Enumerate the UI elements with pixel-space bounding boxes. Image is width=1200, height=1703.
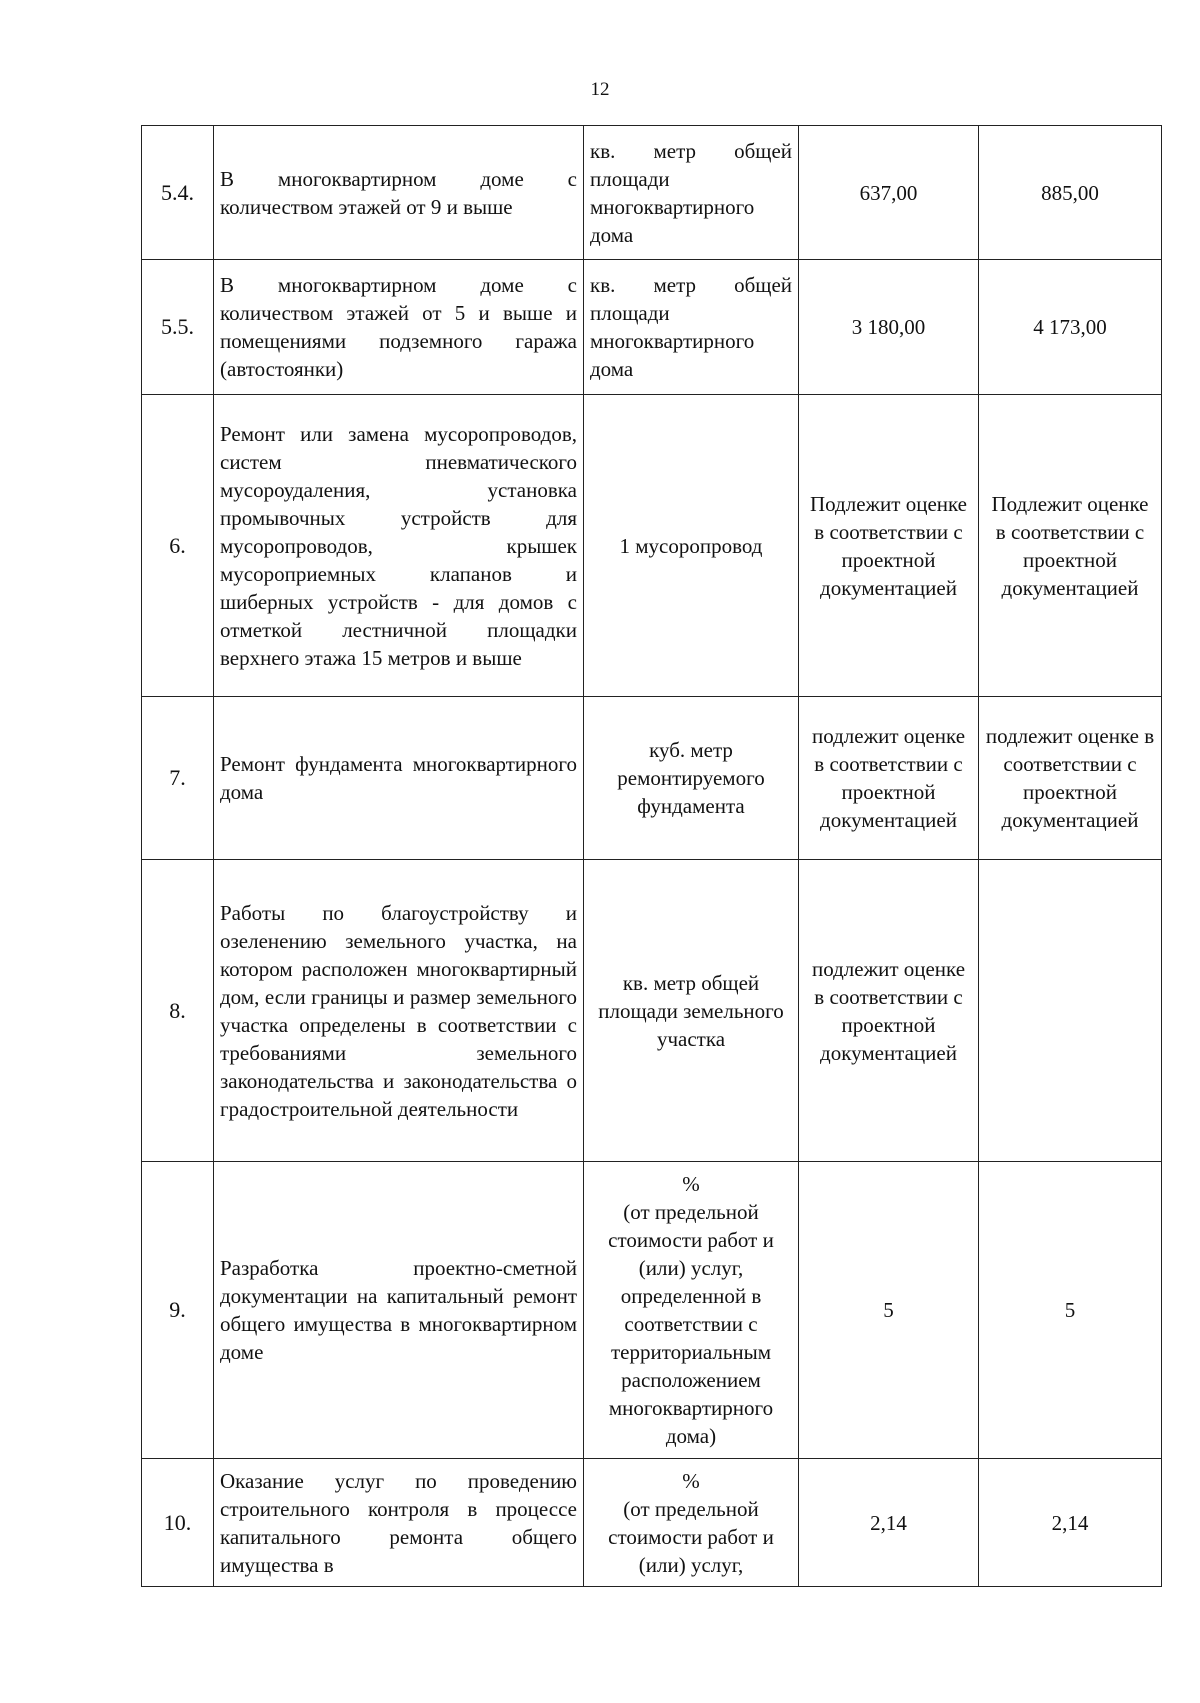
value-2 <box>979 860 1162 1162</box>
work-description: Ремонт фундамента многоквартирного дома <box>214 697 584 860</box>
work-description: Ремонт или замена мусоропроводов, систем пневматического мусороудаления, установка промывочных устройств для мусоропроводов, крышек мусороприемных клапанов и шиберных устройств - для домов с отметкой лестничной площадки верхнего этажа 15 метров и выше <box>214 395 584 697</box>
page-number: 12 <box>590 79 610 100</box>
row-number: 10. <box>142 1459 214 1587</box>
table-row <box>142 126 1162 260</box>
table-row <box>142 1162 1162 1459</box>
work-description: Работы по благоустройству и озеленению земельного участка, на котором расположен многоквартирный дом, если границы и размер земельного участка определены в соответствии с требованиями земельного законодательства и законодательства о градостроительной деятельности <box>214 860 584 1162</box>
work-description: В многоквартирном доме с количеством этажей от 5 и выше и помещениями подземного гаража (автостоянки) <box>214 260 584 395</box>
row-number: 7. <box>142 697 214 860</box>
unit-of-measure <box>584 1459 799 1587</box>
value-1: Подлежит оценке в соответствии с проектной документацией <box>799 395 979 697</box>
table-row <box>142 395 1162 697</box>
value-1: подлежит оценке в соответствии с проектной документацией <box>799 697 979 860</box>
unit-note: (от предельной стоимости работ и (или) услуг, определенной в соответствии с территориальным расположением многоквартирного дома) <box>608 1200 774 1448</box>
work-description: Разработка проектно-сметной документации на капитальный ремонт общего имущества в многоквартирном доме <box>214 1162 584 1459</box>
work-description: Оказание услуг по проведению строительного контроля в процессе капитального ремонта общего имущества в <box>214 1459 584 1587</box>
unit-symbol: % <box>682 1468 700 1493</box>
unit-of-measure: 1 мусоропровод <box>584 395 799 697</box>
unit-of-measure: кв. метр общей площади земельного участка <box>584 860 799 1162</box>
unit-of-measure <box>584 1162 799 1459</box>
unit-of-measure: куб. метр ремонтируемого фундамента <box>584 697 799 860</box>
value-2: подлежит оценке в соответствии с проектной документацией <box>979 697 1162 860</box>
table-row <box>142 860 1162 1162</box>
unit-symbol: % <box>682 1172 700 1196</box>
row-number: 5.4. <box>142 126 214 260</box>
table-row <box>142 1459 1162 1587</box>
value-2: 5 <box>979 1162 1162 1459</box>
value-2: 885,00 <box>979 126 1162 260</box>
value-1: 3 180,00 <box>799 260 979 395</box>
value-1: 5 <box>799 1162 979 1459</box>
work-description: В многоквартирном доме с количеством этажей от 9 и выше <box>214 126 584 260</box>
unit-note: (от предельной стоимости работ и (или) услуг, <box>608 1496 774 1577</box>
value-1: 2,14 <box>799 1459 979 1587</box>
unit-of-measure: кв. метр общей площади многоквартирного дома <box>584 260 799 395</box>
value-2: 4 173,00 <box>979 260 1162 395</box>
table-row <box>142 260 1162 395</box>
row-number: 9. <box>142 1162 214 1459</box>
value-1: подлежит оценке в соответствии с проектной документацией <box>799 860 979 1162</box>
value-1: 637,00 <box>799 126 979 260</box>
row-number: 6. <box>142 395 214 697</box>
row-number: 8. <box>142 860 214 1162</box>
value-2: 2,14 <box>979 1459 1162 1587</box>
table-row <box>142 697 1162 860</box>
row-number: 5.5. <box>142 260 214 395</box>
value-2: Подлежит оценке в соответствии с проектной документацией <box>979 395 1162 697</box>
unit-of-measure: кв. метр общей площади многоквартирного дома <box>584 126 799 260</box>
cost-table <box>141 125 1162 1587</box>
